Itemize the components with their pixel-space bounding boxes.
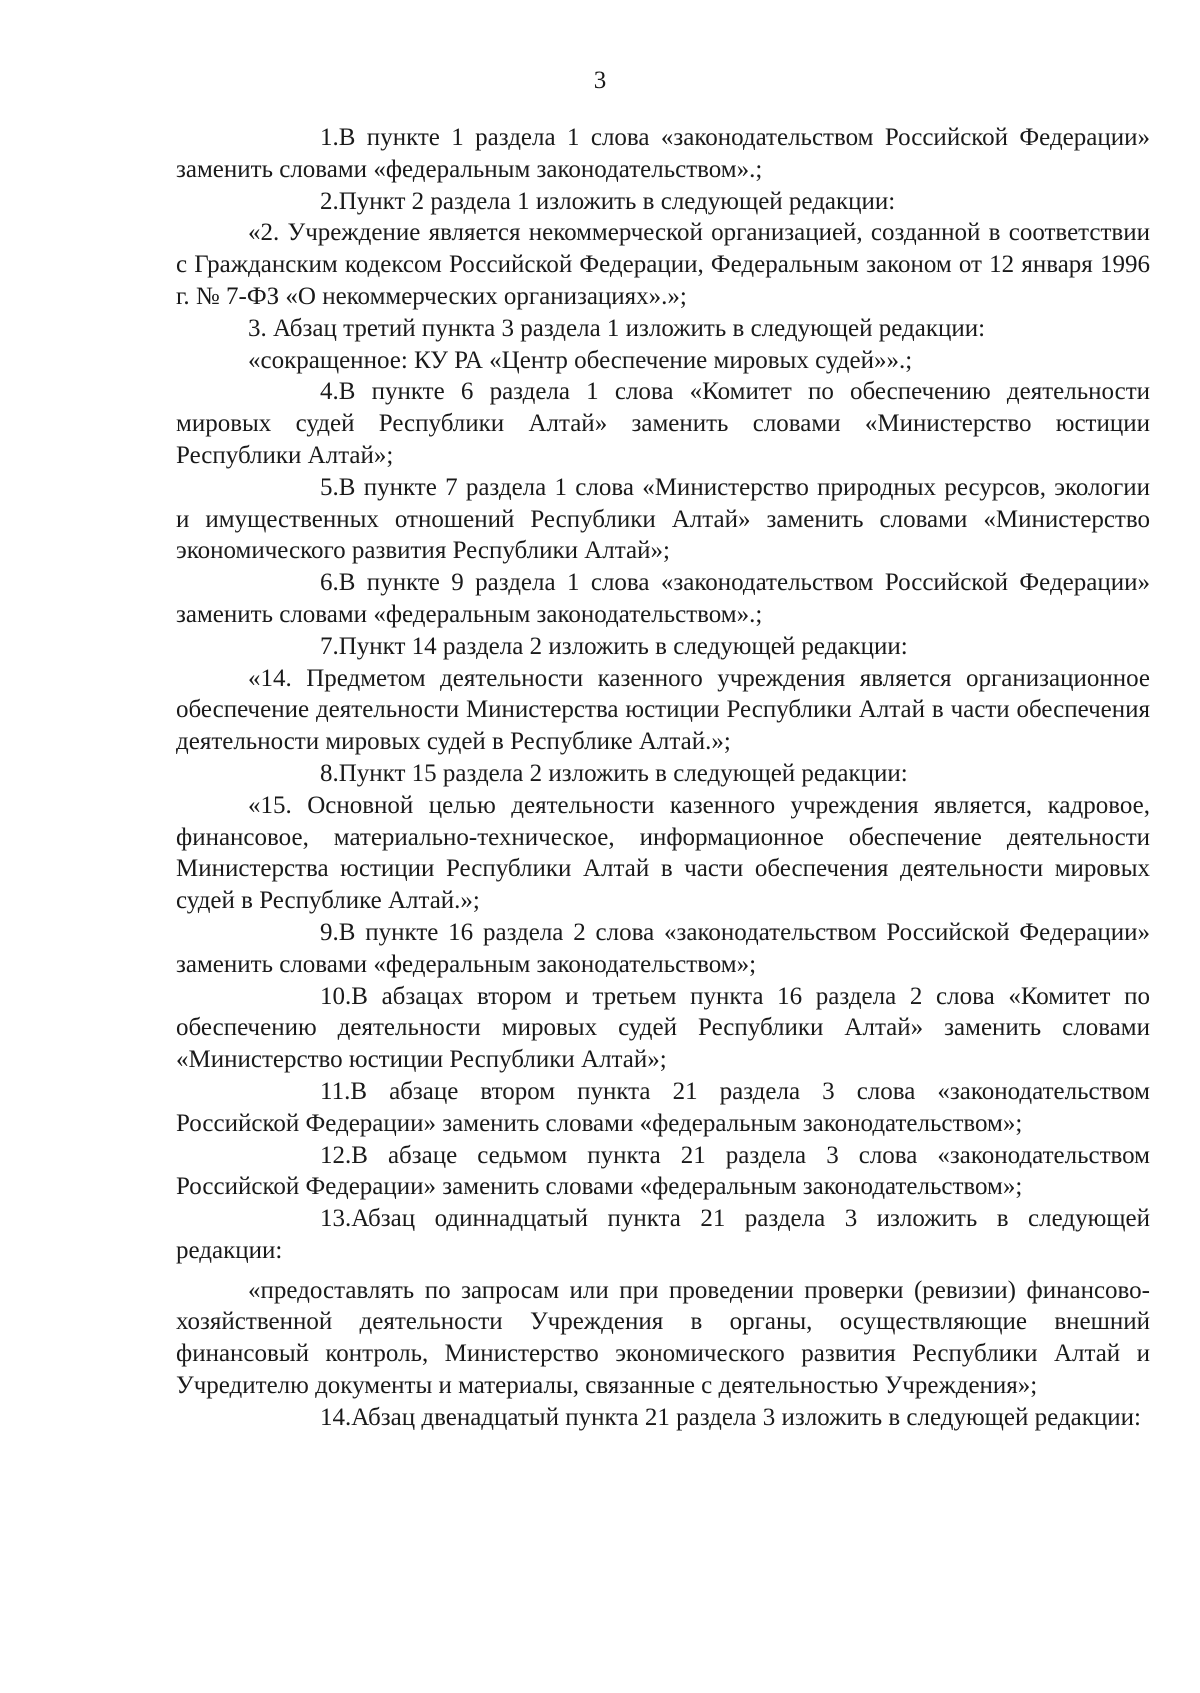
item-number: 7. — [320, 632, 339, 660]
item-text: В абзаце втором пункта 21 раздела 3 слова «законодательством Российской Федерации» заменить словами «федеральным законодательством»; — [176, 1077, 1150, 1137]
item-text: Абзац двенадцатый пункта 21 раздела 3 изложить в следующей редакции: — [351, 1403, 1141, 1431]
quoted-text: «предоставлять по запросам или при проведении проверки (ревизии) финансово-хозяйственной деятельности Учреждения в органы, осуществляющие внешний финансовый контроль, Министерство экономического развития Республики Алтай и Учредителю документы и материалы, связанные с деятельностью Учреждения»; — [176, 1276, 1150, 1400]
item-text: В пункте 16 раздела 2 слова «законодательством Российской Федерации» заменить словами «федеральным законодательством»; — [176, 918, 1150, 978]
document-body — [176, 122, 1150, 1434]
item-number: 1. — [320, 124, 339, 151]
list-item — [176, 981, 1150, 1076]
item-text: В абзаце седьмом пункта 21 раздела 3 слова «законодательством Российской Федерации» заменить словами «федеральным законодательством»; — [176, 1141, 1150, 1201]
list-item — [176, 186, 1150, 218]
item-number: 9. — [320, 918, 339, 946]
quoted-text: «15. Основной целью деятельности казенного учреждения является, кадровое, финансовое, материально-техническое, информационное обеспечение деятельности Министерства юстиции Республики Алтай в части обеспечения деятельности мировых судей в Республике Алтай.»; — [176, 791, 1150, 915]
quoted-text: «2. Учреждение является некоммерческой организацией, созданной в соответствии с Гражданским кодексом Российской Федерации, Федеральным законом от 12 января 1996 г. № 7-ФЗ «О некоммерческих организациях».»; — [176, 219, 1150, 310]
list-item — [176, 567, 1150, 631]
item-text: Пункт 15 раздела 2 изложить в следующей редакции: — [338, 759, 908, 787]
list-item — [176, 122, 1150, 186]
item-number: 5. — [320, 473, 339, 501]
item-text: В пункте 9 раздела 1 слова «законодательством Российской Федерации» заменить словами «федеральным законодательством».; — [176, 569, 1150, 628]
list-item — [176, 631, 1150, 663]
list-item — [176, 1203, 1150, 1267]
list-item — [176, 376, 1150, 471]
item-text: Пункт 2 раздела 1 изложить в следующей редакции: — [338, 187, 896, 215]
item-text: В абзацах втором и третьем пункта 16 раздела 2 слова «Комитет по обеспечению деятельности мировых судей Республики Алтай» заменить словами «Министерство юстиции Республики Алтай»; — [176, 982, 1150, 1074]
item-number: 4. — [320, 378, 339, 406]
list-item — [176, 1140, 1150, 1204]
item-text: Абзац одиннадцатый пункта 21 раздела 3 изложить в следующей редакции: — [176, 1205, 1150, 1264]
page-number: 3 — [593, 67, 607, 94]
item-text: В пункте 6 раздела 1 слова «Комитет по обеспечению деятельности мировых судей Республики Алтай» заменить словами «Министерство юстиции Республики Алтай»; — [176, 378, 1150, 469]
quoted-text: 3. Абзац третий пункта 3 раздела 1 изложить в следующей редакции: — [248, 314, 986, 342]
item-text: В пункте 1 раздела 1 слова «законодательством Российской Федерации» заменить словами «федеральным законодательством».; — [176, 124, 1150, 183]
list-item — [176, 758, 1150, 790]
item-number: 13. — [320, 1205, 352, 1233]
item-number: 2. — [320, 187, 339, 215]
item-number: 8. — [320, 759, 339, 787]
list-item — [176, 1402, 1150, 1434]
item-text: Пункт 14 раздела 2 изложить в следующей редакции: — [338, 632, 908, 660]
item-number: 12. — [320, 1141, 352, 1169]
item-text: В пункте 7 раздела 1 слова «Министерство природных ресурсов, экологии и имущественных отношений Республики Алтай» заменить словами «Министерство экономического развития Республики Алтай»; — [176, 473, 1150, 565]
item-number: 11. — [320, 1077, 351, 1105]
quoted-text: «14. Предметом деятельности казенного учреждения является организационное обеспечение деятельности Министерства юстиции Республики Алтай в части обеспечения деятельности мировых судей в Республике Алтай.»; — [176, 664, 1150, 756]
item-number: 14. — [320, 1403, 352, 1431]
item-number: 10. — [320, 982, 352, 1010]
item-number: 6. — [320, 569, 339, 597]
list-item — [176, 917, 1150, 981]
list-item — [176, 1076, 1150, 1140]
list-item — [176, 472, 1150, 567]
quoted-text: «сокращенное: КУ РА «Центр обеспечение мировых судей»».; — [248, 346, 913, 374]
